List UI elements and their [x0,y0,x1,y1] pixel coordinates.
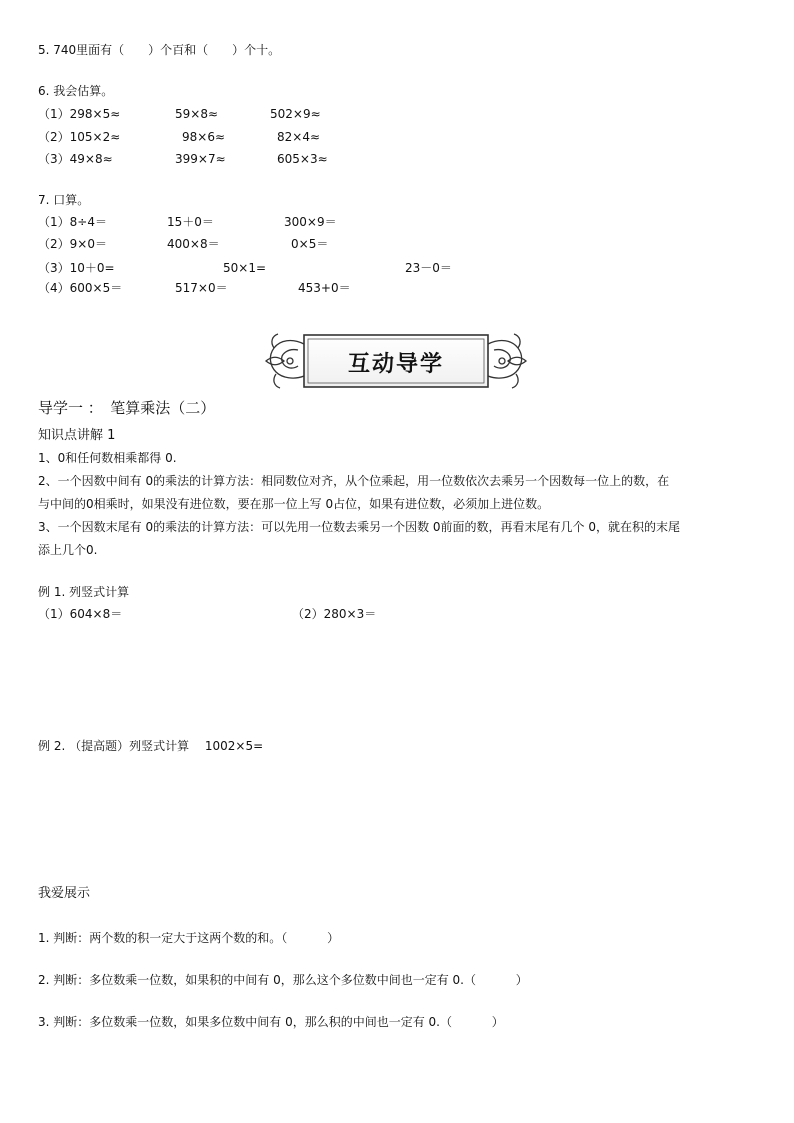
q6-item: 605×3≈ [277,152,328,166]
practice-title: 我爱展示 [38,886,91,901]
q6-item: （1）298×5≈ [38,107,121,121]
q7-item: （2）9×0＝ [38,237,107,251]
practice-item: 3. 判断：多位数乘一位数，如果多位数中间有 0，那么积的中间也一定有 0.（ ） [38,1015,504,1029]
q6-item: 502×9≈ [270,107,321,121]
knowledge-point: 1、0和任何数相乘都得 0. [38,451,177,465]
lesson-subheading: 知识点讲解 1 [38,428,116,443]
practice-item: 2. 判断：多位数乘一位数，如果积的中间有 0，那么这个多位数中间也一定有 0.（ ） [38,973,528,987]
example-1-item: （1）604×8＝ [38,607,123,621]
q7-item: 15＋0＝ [167,215,214,229]
practice-item: 1. 判断：两个数的积一定大于这两个数的和。（ ） [38,931,340,945]
q7-item: 453+0＝ [298,281,351,295]
knowledge-point: 与中间的0相乘时，如果没有进位数，要在那一位上写 0占位，如果有进位数，必须加上进位数。 [38,497,550,511]
knowledge-point: 2、一个因数中间有 0的乘法的计算方法：相同数位对齐，从个位乘起，用一位数依次去乘另一个因数每一位上的数，在 [38,474,670,488]
lesson-heading: 导学一 ： 笔算乘法（二） [38,399,216,417]
q7-item: 400×8＝ [167,237,220,251]
banner-title: 互动导学 [347,351,444,377]
q6-item: 59×8≈ [175,107,219,121]
q7-item: （3）10＋0= [38,261,115,275]
q7-item: 50×1= [223,261,267,275]
section-banner [262,330,530,392]
q7-item: （4）600×5＝ [38,281,123,295]
example-1-title: 例 1. 列竖式计算 [38,585,130,599]
q6-item: （3）49×8≈ [38,152,113,166]
q7-item: 300×9＝ [284,215,337,229]
q6-item: （2）105×2≈ [38,130,121,144]
question-6-title: 6. 我会估算。 [38,84,114,98]
q7-item: 23－0＝ [405,261,452,275]
question-5: 5. 740里面有（ ）个百和（ ）个十。 [38,43,281,57]
q7-item: （1）8÷4＝ [38,215,107,229]
example-1-item: （2）280×3＝ [292,607,377,621]
knowledge-point: 添上几个0. [38,543,98,557]
example-2-title: 例 2. （提高题）列竖式计算 1002×5= [38,739,264,753]
knowledge-point: 3、一个因数末尾有 0的乘法的计算方法：可以先用一位数去乘另一个因数 0前面的数，再看末尾有几个 0，就在积的末尾 [38,520,680,534]
q7-item: 517×0＝ [175,281,228,295]
question-7-title: 7. 口算。 [38,193,90,207]
q7-item: 0×5＝ [291,237,329,251]
q6-item: 399×7≈ [175,152,226,166]
q6-item: 98×6≈ [182,130,226,144]
q6-item: 82×4≈ [277,130,321,144]
